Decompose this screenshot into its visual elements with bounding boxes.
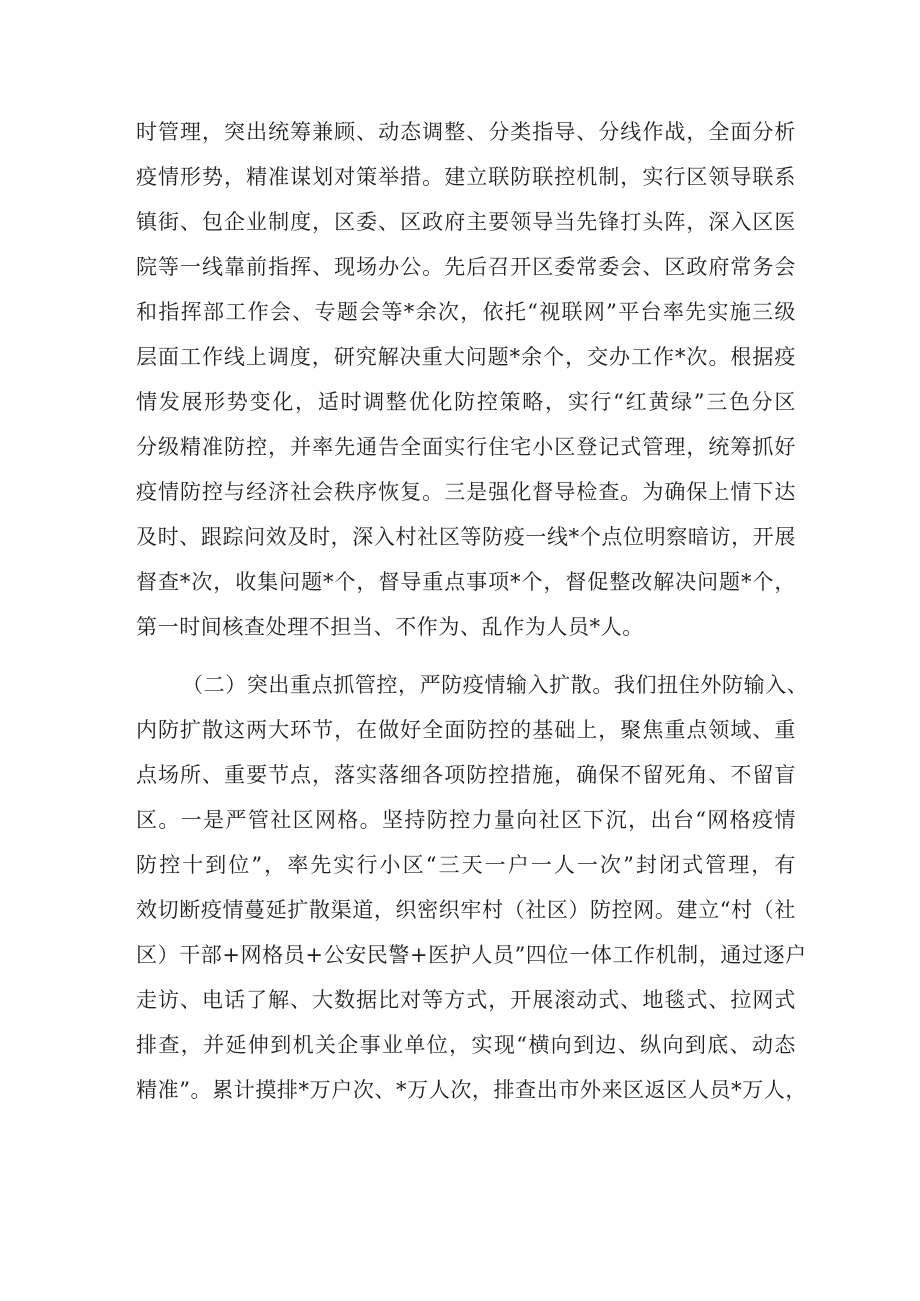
section-heading-line: （二）突出重点抓管控，严防疫情输入扩散。我们扭住外防输入、 [182,673,809,697]
text-line: 防控十到位”，率先实行小区“三天一户一人一次”封闭式管理，有 [136,853,796,877]
text-line: 及时、跟踪问效及时，深入村社区等防疫一线*个点位明察暗访，开展 [136,525,796,549]
text-line: 情发展形势变化，适时调整优化防控策略，实行“红黄绿”三色分区 [136,390,796,414]
text-line: 效切断疫情蔓延扩散渠道，织密织牢村（社区）防控网。建立“村（社 [136,898,796,922]
text-line: 镇街、包企业制度，区委、区政府主要领导当先锋打头阵，深入区医 [136,210,796,234]
text-line: 和指挥部工作会、专题会等*余次，依托“视联网”平台率先实施三级 [136,300,796,324]
text-line: 区。一是严管社区网格。坚持防控力量向社区下沉，出台“网格疫情 [136,808,796,832]
text-line: 疫情防控与经济社会秩序恢复。三是强化督导检查。为确保上情下达 [136,480,796,504]
text-line: 疫情形势，精准谋划对策举措。建立联防联控机制，实行区领导联系 [136,165,796,189]
text-line: 分级精准防控，并率先通告全面实行住宅小区登记式管理，统筹抓好 [136,435,796,459]
text-line: 走访、电话了解、大数据比对等方式，开展滚动式、地毯式、拉网式 [136,988,796,1012]
text-line: 时管理，突出统筹兼顾、动态调整、分类指导、分线作战，全面分析 [136,120,796,144]
text-line: 内防扩散这两大环节，在做好全面防控的基础上，聚焦重点领域、重 [136,718,796,742]
text-line: 区）干部+网格员+公安民警+医护人员”四位一体工作机制，通过逐户 [136,943,807,967]
paragraph-last-line: 第一时间核查处理不担当、不作为、乱作为人员*人。 [136,615,644,639]
text-line: 院等一线靠前指挥、现场办公。先后召开区委常委会、区政府常务会 [136,255,796,279]
text-line: 点场所、重要节点，落实落细各项防控措施，确保不留死角、不留盲 [136,763,796,787]
text-line: 精准”。累计摸排*万户次、*万人次，排查出市外来区返区人员*万人， [136,1078,808,1102]
text-line: 层面工作线上调度，研究解决重大问题*余个，交办工作*次。根据疫 [136,345,796,369]
text-line: 排查，并延伸到机关企事业单位，实现“横向到边、纵向到底、动态 [136,1033,796,1057]
text-line: 督查*次，收集问题*个，督导重点事项*个，督促整改解决问题*个， [136,570,796,594]
